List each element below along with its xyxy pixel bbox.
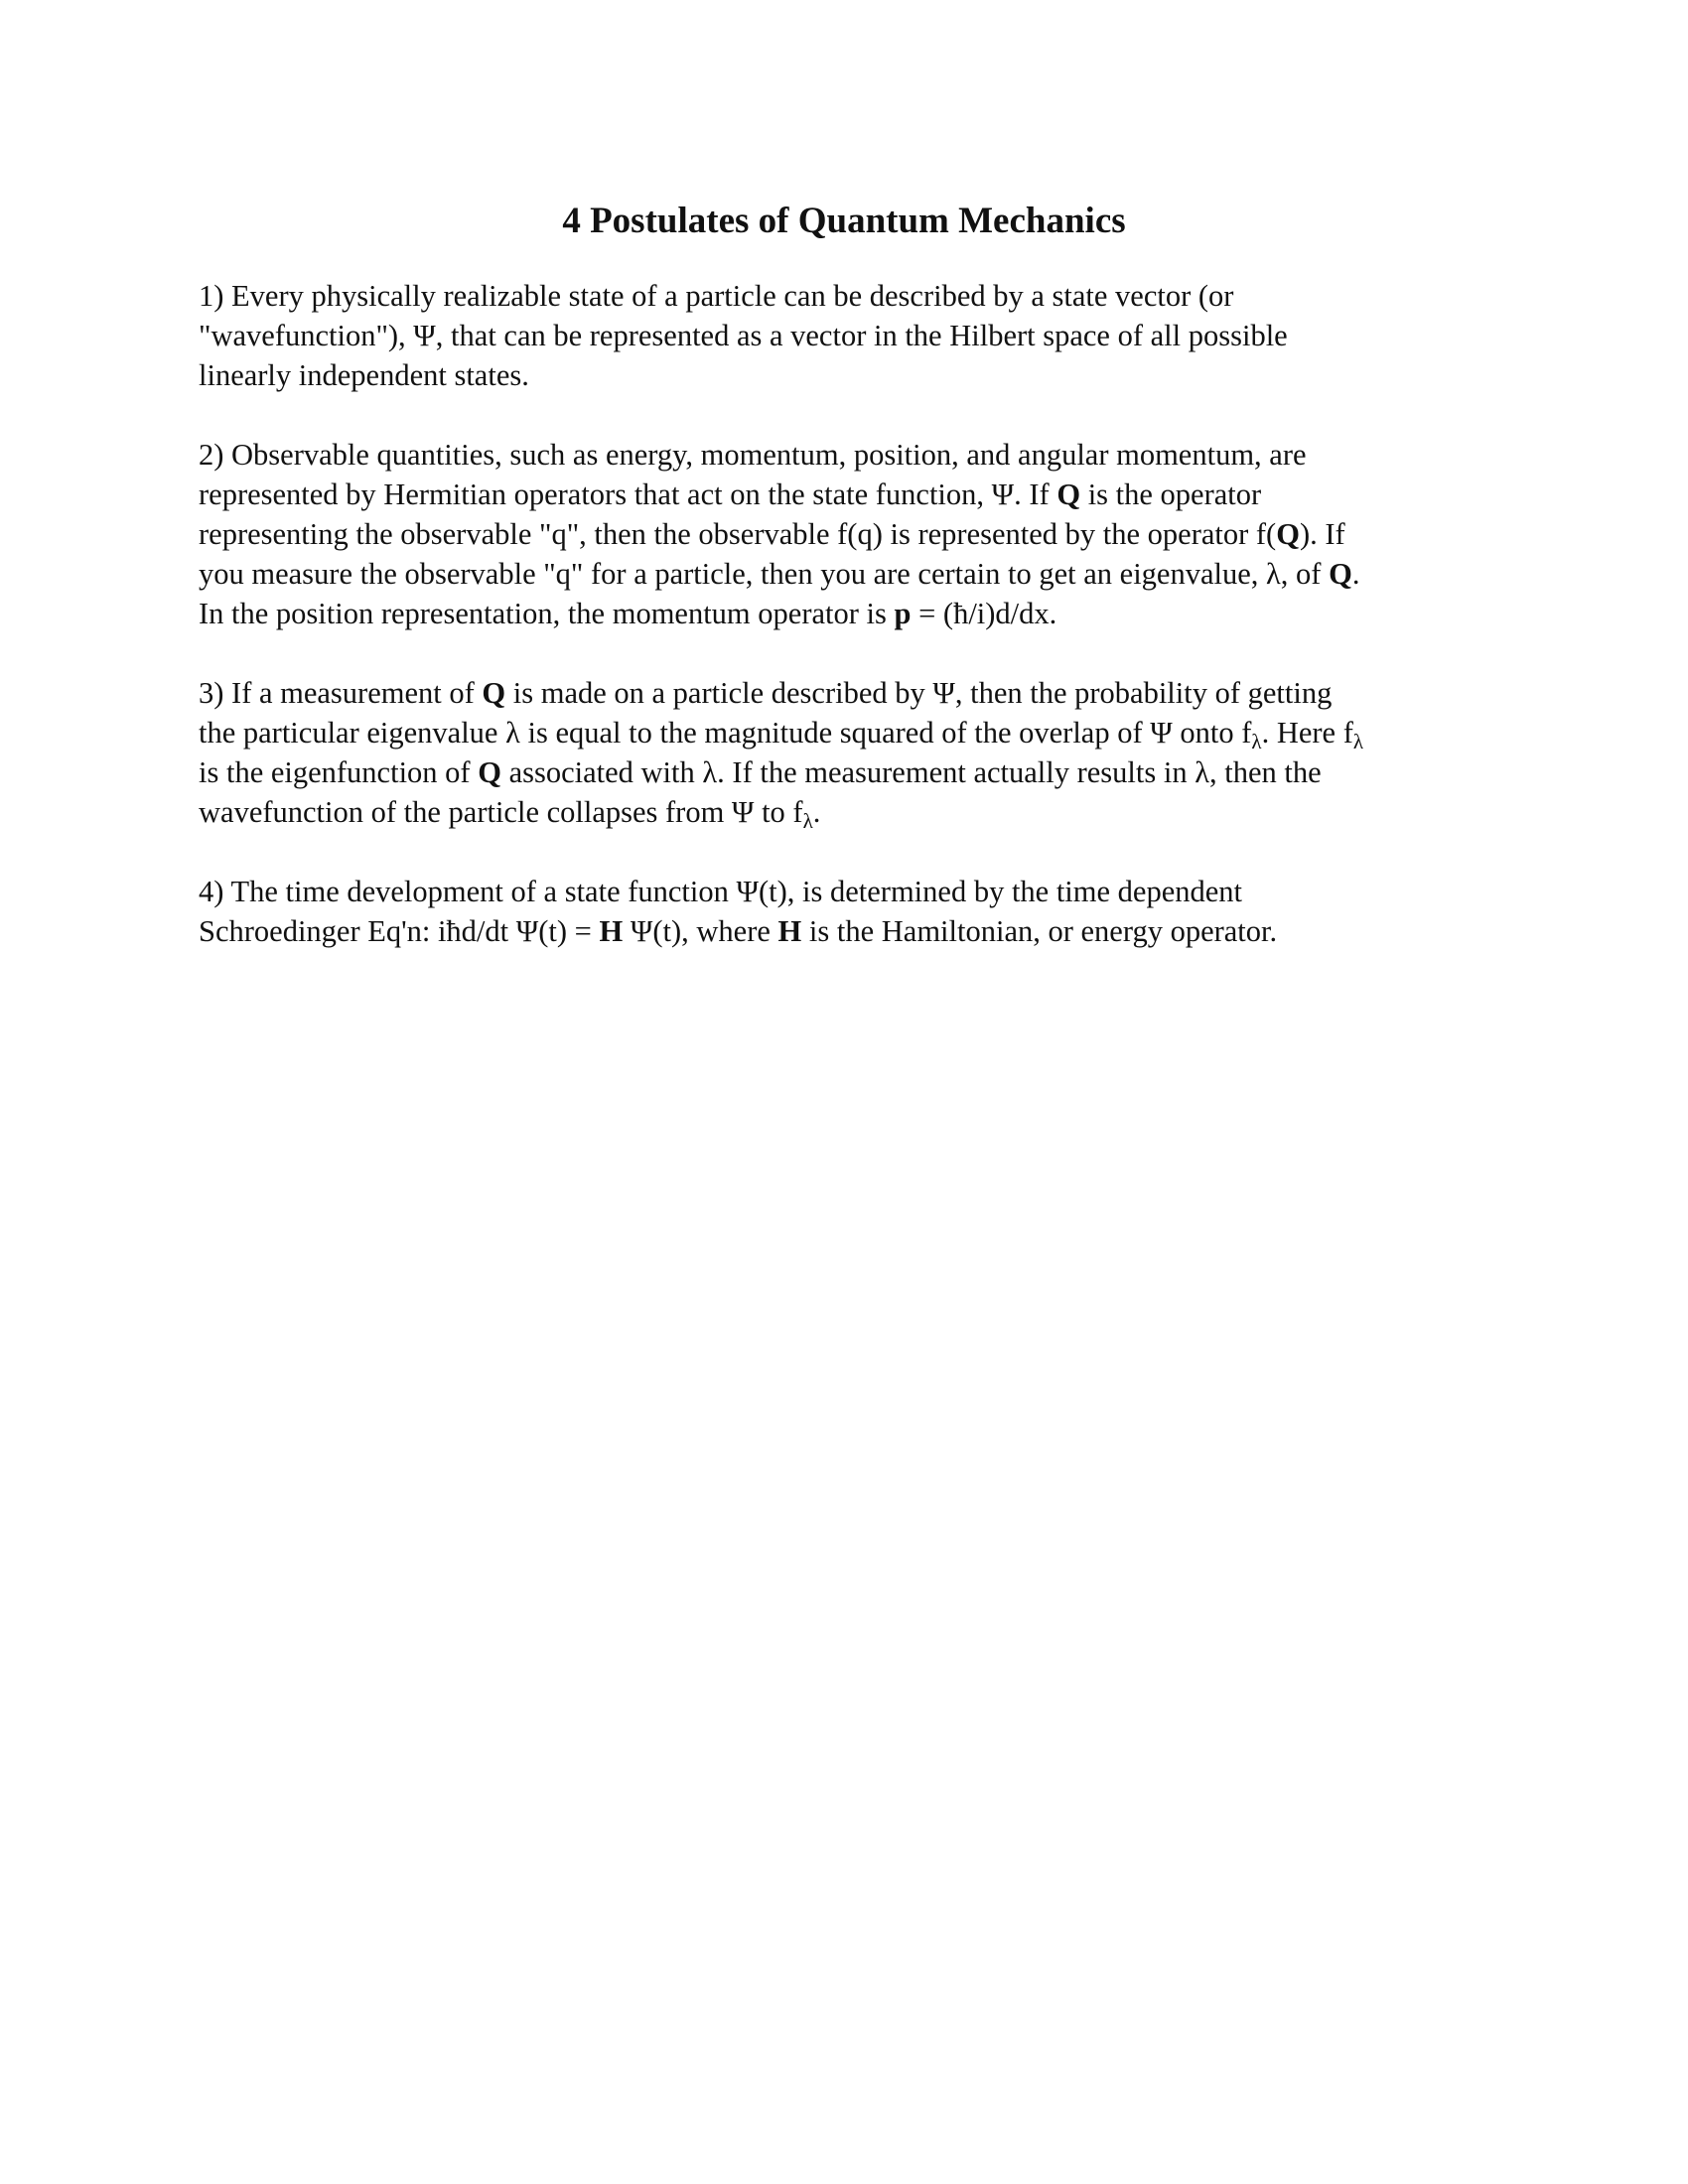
text-run: associated with λ. If the measurement actually results in λ, then the <box>500 755 1322 789</box>
postulate-2-line-5 <box>199 594 1489 633</box>
postulate-2-line-3 <box>199 514 1489 554</box>
text-run: you measure the observable "q" for a particle, then you are certain to get an eigenvalue, λ, of <box>199 557 1330 591</box>
postulate-3 <box>199 673 1489 832</box>
operator-h: H <box>777 914 802 948</box>
postulate-1-line-2: "wavefunction"), Ψ, that can be represented as a vector in the Hilbert space of all possible <box>199 319 1288 352</box>
subscript-lambda: λ <box>802 809 813 833</box>
text-run: 3) If a measurement of <box>199 676 483 710</box>
subscript-lambda: λ <box>1251 730 1262 753</box>
text-run: wavefunction of the particle collapses from Ψ to f <box>199 795 803 829</box>
postulate-2-line-2 <box>199 475 1489 514</box>
operator-q: Q <box>478 755 501 789</box>
postulate-2 <box>199 435 1489 633</box>
operator-q: Q <box>1329 557 1352 591</box>
postulate-1 <box>199 276 1489 395</box>
operator-q: Q <box>482 676 506 710</box>
subscript-lambda: λ <box>1352 730 1364 753</box>
postulate-4 <box>199 872 1489 951</box>
text-run: represented by Hermitian operators that act on the state function, Ψ. If <box>199 478 1057 511</box>
text-run: is made on a particle described by Ψ, then the probability of getting <box>505 676 1333 710</box>
operator-q: Q <box>1276 517 1300 551</box>
postulate-4-line-2 <box>199 911 1489 951</box>
operator-p: p <box>894 597 912 630</box>
postulate-3-line-1 <box>199 673 1489 713</box>
postulates-body <box>199 276 1489 991</box>
operator-h: H <box>599 914 624 948</box>
text-run: . <box>812 795 821 829</box>
text-run: Schroedinger Eq'n: iħd/dt Ψ(t) = <box>199 914 600 948</box>
text-run: In the position representation, the momentum operator is <box>199 597 895 630</box>
postulate-3-line-3 <box>199 752 1489 792</box>
text-run: is the Hamiltonian, or energy operator. <box>801 914 1278 948</box>
text-run: ). If <box>1299 517 1345 551</box>
text-run: . Here f <box>1261 716 1353 750</box>
postulate-4-line-1: 4) The time development of a state function Ψ(t), is determined by the time dependent <box>199 875 1242 908</box>
postulate-1-line-3: linearly independent states. <box>199 358 529 392</box>
text-run: . <box>1351 557 1360 591</box>
postulate-2-line-1: 2) Observable quantities, such as energy, momentum, position, and angular momentum, are <box>199 438 1307 472</box>
postulate-3-line-4 <box>199 792 1489 832</box>
text-run: the particular eigenvalue λ is equal to the magnitude squared of the overlap of Ψ onto f <box>199 716 1252 750</box>
text-run: Ψ(t), where <box>623 914 778 948</box>
page-title: 4 Postulates of Quantum Mechanics <box>562 201 1126 241</box>
postulate-2-line-4 <box>199 554 1489 594</box>
text-run: = (ħ/i)d/dx. <box>911 597 1057 630</box>
postulate-3-line-2 <box>199 713 1489 752</box>
postulate-1-line-1: 1) Every physically realizable state of a particle can be described by a state vector (or <box>199 279 1234 313</box>
text-run: is the eigenfunction of <box>199 755 479 789</box>
operator-q: Q <box>1056 478 1081 511</box>
text-run: representing the observable "q", then the observable f(q) is represented by the operator f( <box>199 517 1277 551</box>
text-run: is the operator <box>1080 478 1262 511</box>
